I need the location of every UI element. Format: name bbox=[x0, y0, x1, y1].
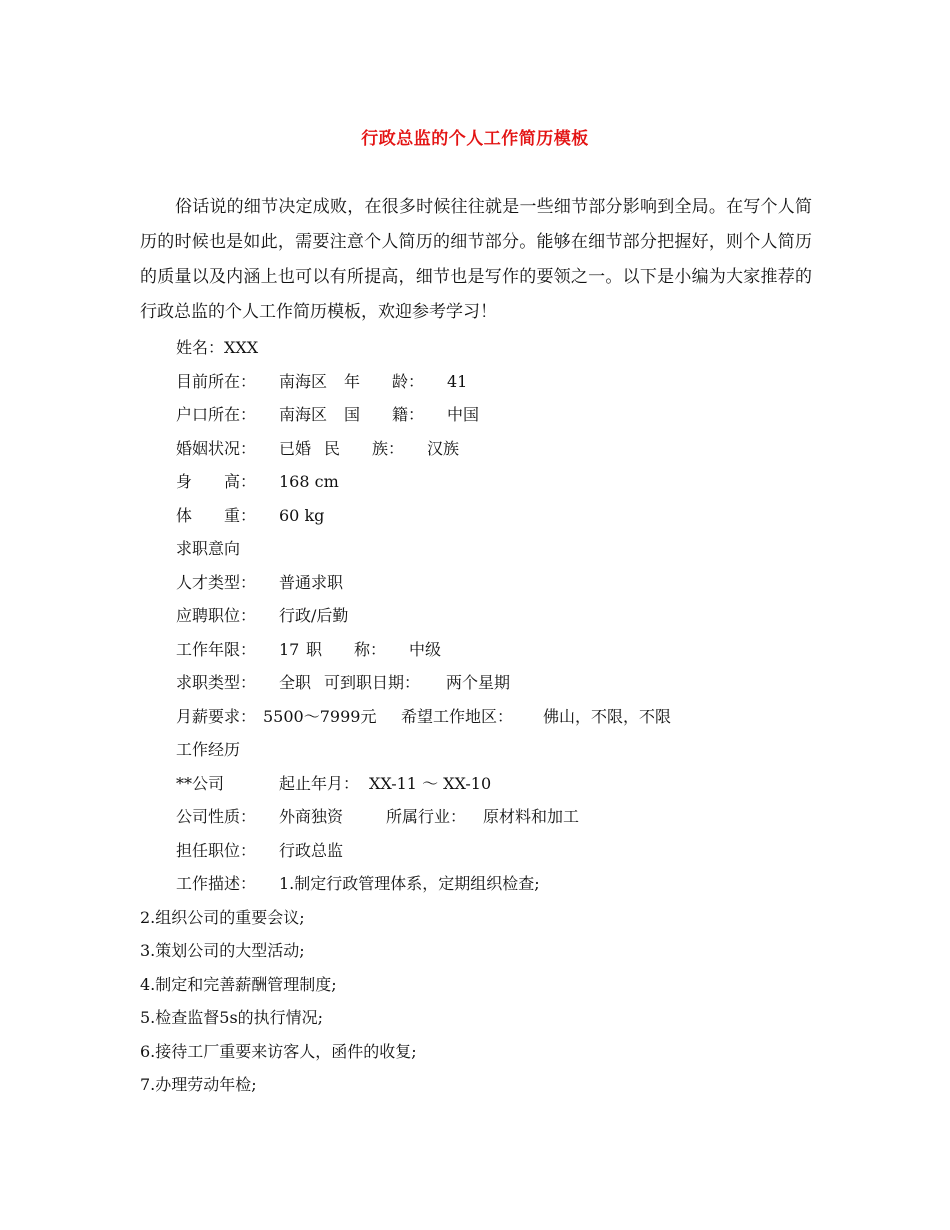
intent-heading bbox=[140, 535, 812, 569]
hukou-label: 户口所在： bbox=[176, 405, 257, 424]
rank-value: 中级 bbox=[409, 639, 442, 659]
marital-value: 已婚 bbox=[279, 438, 312, 458]
position-value: 行政/后勤 bbox=[279, 606, 349, 625]
nationality-value: 中国 bbox=[447, 405, 480, 424]
height-value: 168 cm bbox=[279, 472, 339, 491]
name-label: 姓名： bbox=[176, 338, 225, 357]
position-row bbox=[140, 602, 812, 636]
nature-label: 公司性质： bbox=[176, 807, 257, 826]
duty-row bbox=[140, 904, 812, 938]
years-value: 17 bbox=[279, 639, 300, 659]
duty-item: 2.组织公司的重要会议; bbox=[140, 907, 305, 927]
company-period-row bbox=[140, 770, 812, 804]
years-label: 工作年限： bbox=[176, 639, 257, 659]
location-value: 南海区 bbox=[279, 371, 328, 391]
ethnic-value: 汉族 bbox=[427, 438, 460, 458]
duty-item: 1.制定行政管理体系，定期组织检查; bbox=[279, 874, 540, 893]
period-value: XX-11 ～ XX-10 bbox=[369, 773, 492, 793]
description-label: 工作描述： bbox=[176, 874, 257, 893]
jobtype-label: 求职类型： bbox=[176, 673, 257, 692]
rank-label: 职 称： bbox=[306, 639, 387, 659]
document-title: 行政总监的个人工作简历模板 bbox=[361, 129, 589, 149]
name-row bbox=[140, 334, 812, 368]
intent-heading-text: 求职意向 bbox=[176, 539, 241, 558]
role-value: 行政总监 bbox=[279, 840, 344, 860]
description-row bbox=[140, 870, 812, 904]
hukou-value: 南海区 bbox=[279, 405, 328, 424]
ethnic-label: 民 族： bbox=[324, 438, 405, 458]
intro-paragraph: 俗话说的细节决定成败，在很多时候往往就是一些细节部分影响到全局。在写个人简历的时候也是如此，需要注意个人简历的细节部分。能够在细节部分把握好，则个人简历的质量以及内涵上也可以有所提高，细节也是写作的要领之一。以下是小编为大家推荐的行政总监的个人工作简历模板，欢迎参考学习！ bbox=[140, 197, 812, 322]
weight-label: 体 重： bbox=[176, 505, 257, 525]
period-label: 起止年月： bbox=[279, 773, 360, 793]
start-date-label: 可到职日期： bbox=[324, 673, 421, 692]
years-rank-row bbox=[140, 636, 812, 670]
company-name: **公司 bbox=[176, 773, 225, 793]
industry-label: 所属行业： bbox=[386, 807, 467, 826]
talent-label: 人才类型： bbox=[176, 572, 257, 592]
marital-label: 婚姻状况： bbox=[176, 438, 257, 458]
salary-area-row bbox=[140, 703, 812, 737]
duty-row bbox=[140, 937, 812, 971]
start-date-value: 两个星期 bbox=[446, 673, 511, 692]
area-value: 佛山，不限，不限 bbox=[543, 706, 672, 726]
role-row bbox=[140, 837, 812, 871]
duty-row bbox=[140, 1071, 812, 1105]
nature-industry-row bbox=[140, 803, 812, 837]
salary-value: 5500～7999元 bbox=[263, 706, 377, 726]
experience-heading bbox=[140, 736, 812, 770]
duty-item: 4.制定和完善薪酬管理制度; bbox=[140, 974, 337, 994]
industry-value: 原材料和加工 bbox=[483, 807, 580, 826]
jobtype-value: 全职 bbox=[279, 673, 312, 692]
weight-row bbox=[140, 502, 812, 536]
hukou-nationality-row bbox=[140, 401, 812, 435]
duty-item: 3.策划公司的大型活动; bbox=[140, 941, 305, 960]
location-label: 目前所在： bbox=[176, 371, 257, 391]
age-label: 年 龄： bbox=[344, 371, 425, 391]
weight-value: 60 kg bbox=[279, 505, 325, 525]
role-label: 担任职位： bbox=[176, 840, 257, 860]
duty-row bbox=[140, 1038, 812, 1072]
location-age-row bbox=[140, 368, 812, 402]
nature-value: 外商独资 bbox=[279, 807, 344, 826]
area-label: 希望工作地区： bbox=[401, 706, 514, 726]
duty-row bbox=[140, 971, 812, 1005]
talent-value: 普通求职 bbox=[279, 572, 344, 592]
talent-row bbox=[140, 569, 812, 603]
height-label: 身 高： bbox=[176, 472, 257, 491]
duty-item: 7.办理劳动年检; bbox=[140, 1075, 257, 1094]
salary-label: 月薪要求： bbox=[176, 706, 257, 726]
duty-item: 6.接待工厂重要来访客人，函件的收复; bbox=[140, 1041, 417, 1061]
duty-item: 5.检查监督5s的执行情况; bbox=[140, 1008, 324, 1027]
resume-body bbox=[140, 334, 812, 1105]
height-row bbox=[140, 468, 812, 502]
marital-ethnic-row bbox=[140, 435, 812, 469]
experience-heading-text: 工作经历 bbox=[176, 740, 241, 759]
duty-row bbox=[140, 1004, 812, 1038]
jobtype-start-row bbox=[140, 669, 812, 703]
age-value: 41 bbox=[447, 371, 468, 391]
nationality-label: 国 籍： bbox=[344, 405, 425, 424]
position-label: 应聘职位： bbox=[176, 606, 257, 625]
name-value: XXX bbox=[224, 338, 259, 357]
